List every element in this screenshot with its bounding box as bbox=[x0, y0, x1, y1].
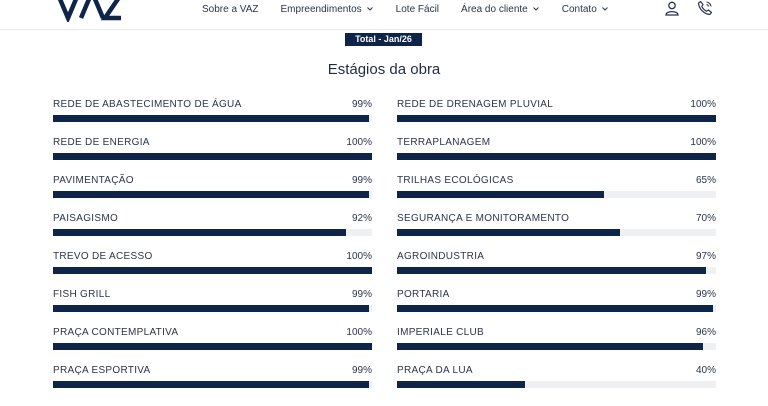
stage-percent: 65% bbox=[695, 175, 716, 186]
stage-percent: 100% bbox=[346, 327, 372, 338]
progress-fill bbox=[397, 343, 703, 350]
progress-track bbox=[397, 191, 716, 198]
progress-fill bbox=[53, 229, 346, 236]
stage-item bbox=[53, 98, 372, 136]
progress-track bbox=[53, 343, 372, 350]
nav-item-contato[interactable] bbox=[562, 4, 609, 15]
stage-percent: 99% bbox=[695, 289, 716, 300]
stage-percent: 100% bbox=[346, 251, 372, 262]
nav-item-label: Lote Fácil bbox=[395, 3, 440, 15]
stage-label: PORTARIA bbox=[397, 289, 450, 300]
stage-item bbox=[397, 250, 716, 288]
nav-item-label: Área do cliente bbox=[461, 3, 528, 15]
progress-track bbox=[397, 115, 716, 122]
phone-icon[interactable] bbox=[697, 0, 713, 16]
stage-percent: 70% bbox=[695, 213, 716, 224]
progress-fill bbox=[397, 229, 620, 236]
stage-item bbox=[53, 250, 372, 288]
stage-percent: 99% bbox=[351, 289, 372, 300]
stage-label: REDE DE DRENAGEM PLUVIAL bbox=[397, 99, 554, 110]
progress-fill bbox=[53, 115, 369, 122]
stage-label: PRAÇA CONTEMPLATIVA bbox=[53, 327, 179, 338]
stage-item bbox=[53, 136, 372, 174]
progress-track bbox=[53, 115, 372, 122]
stage-label: AGROINDUSTRIA bbox=[397, 251, 485, 262]
progress-fill bbox=[53, 191, 369, 198]
stage-label: PRAÇA DA LUA bbox=[397, 365, 473, 376]
progress-track bbox=[53, 381, 372, 388]
progress-fill bbox=[397, 305, 713, 312]
stage-label: REDE DE ABASTECIMENTO DE ÁGUA bbox=[53, 99, 242, 110]
stage-label: TRILHAS ECOLÓGICAS bbox=[397, 175, 514, 186]
stage-item bbox=[53, 174, 372, 212]
progress-track bbox=[53, 191, 372, 198]
vaz-logo[interactable] bbox=[54, 0, 124, 22]
progress-fill bbox=[397, 115, 716, 122]
progress-track bbox=[397, 153, 716, 160]
progress-track bbox=[53, 229, 372, 236]
progress-fill bbox=[53, 381, 369, 388]
stage-label: IMPERIALE CLUB bbox=[397, 327, 485, 338]
period-badge: Total - Jan/26 bbox=[345, 33, 422, 46]
chevron-down-icon bbox=[601, 5, 609, 13]
stage-label: SEGURANÇA E MONITORAMENTO bbox=[397, 213, 570, 224]
progress-fill bbox=[53, 305, 369, 312]
progress-track bbox=[53, 153, 372, 160]
stage-percent: 92% bbox=[351, 213, 372, 224]
progress-fill bbox=[397, 381, 525, 388]
chevron-down-icon bbox=[532, 5, 540, 13]
chevron-down-icon bbox=[366, 5, 374, 13]
progress-track bbox=[397, 343, 716, 350]
stage-item bbox=[397, 174, 716, 212]
progress-fill bbox=[397, 267, 706, 274]
progress-fill bbox=[397, 153, 716, 160]
stage-item bbox=[397, 98, 716, 136]
stage-percent: 96% bbox=[695, 327, 716, 338]
stage-item bbox=[397, 364, 716, 402]
stage-item bbox=[53, 326, 372, 364]
stage-percent: 100% bbox=[690, 99, 716, 110]
stage-label: TERRAPLANAGEM bbox=[397, 137, 491, 148]
stage-percent: 99% bbox=[351, 365, 372, 376]
nav-item-label: Sobre a VAZ bbox=[202, 3, 259, 15]
progress-fill bbox=[397, 191, 604, 198]
progress-fill bbox=[53, 153, 372, 160]
progress-track bbox=[397, 267, 716, 274]
stage-percent: 100% bbox=[346, 137, 372, 148]
stage-label: PRAÇA ESPORTIVA bbox=[53, 365, 151, 376]
stage-item bbox=[53, 364, 372, 402]
progress-fill bbox=[53, 267, 372, 274]
nav-item-label: Empreendimentos bbox=[280, 3, 362, 15]
section-title: Estágios da obra bbox=[327, 61, 441, 78]
nav-item-empreendimentos[interactable] bbox=[281, 4, 374, 15]
stage-percent: 99% bbox=[351, 175, 372, 186]
stage-item bbox=[397, 326, 716, 364]
stages-column-left bbox=[53, 98, 372, 402]
stage-label: PAVIMENTAÇÃO bbox=[53, 175, 134, 186]
stage-label: FISH GRILL bbox=[53, 289, 111, 300]
stage-percent: 100% bbox=[690, 137, 716, 148]
stages-column-right bbox=[397, 98, 716, 402]
stage-percent: 99% bbox=[351, 99, 372, 110]
stage-item bbox=[397, 212, 716, 250]
stage-label: TREVO DE ACESSO bbox=[53, 251, 153, 262]
nav-item-area-cliente[interactable] bbox=[461, 4, 540, 15]
user-icon[interactable] bbox=[664, 0, 680, 16]
stage-item bbox=[53, 288, 372, 326]
main-nav bbox=[202, 3, 631, 15]
nav-item-sobre[interactable] bbox=[202, 4, 259, 15]
progress-fill bbox=[53, 343, 372, 350]
progress-track bbox=[397, 229, 716, 236]
nav-item-label: Contato bbox=[561, 3, 597, 15]
progress-track bbox=[397, 305, 716, 312]
stage-item bbox=[397, 288, 716, 326]
stage-percent: 40% bbox=[695, 365, 716, 376]
site-header bbox=[0, 0, 768, 30]
stage-label: REDE DE ENERGIA bbox=[53, 137, 150, 148]
nav-item-lote-facil[interactable] bbox=[396, 4, 439, 15]
stage-percent: 97% bbox=[695, 251, 716, 262]
stage-item bbox=[53, 212, 372, 250]
stage-label: PAISAGISMO bbox=[53, 213, 119, 224]
progress-track bbox=[53, 267, 372, 274]
progress-track bbox=[53, 305, 372, 312]
stage-item bbox=[397, 136, 716, 174]
progress-track bbox=[397, 381, 716, 388]
